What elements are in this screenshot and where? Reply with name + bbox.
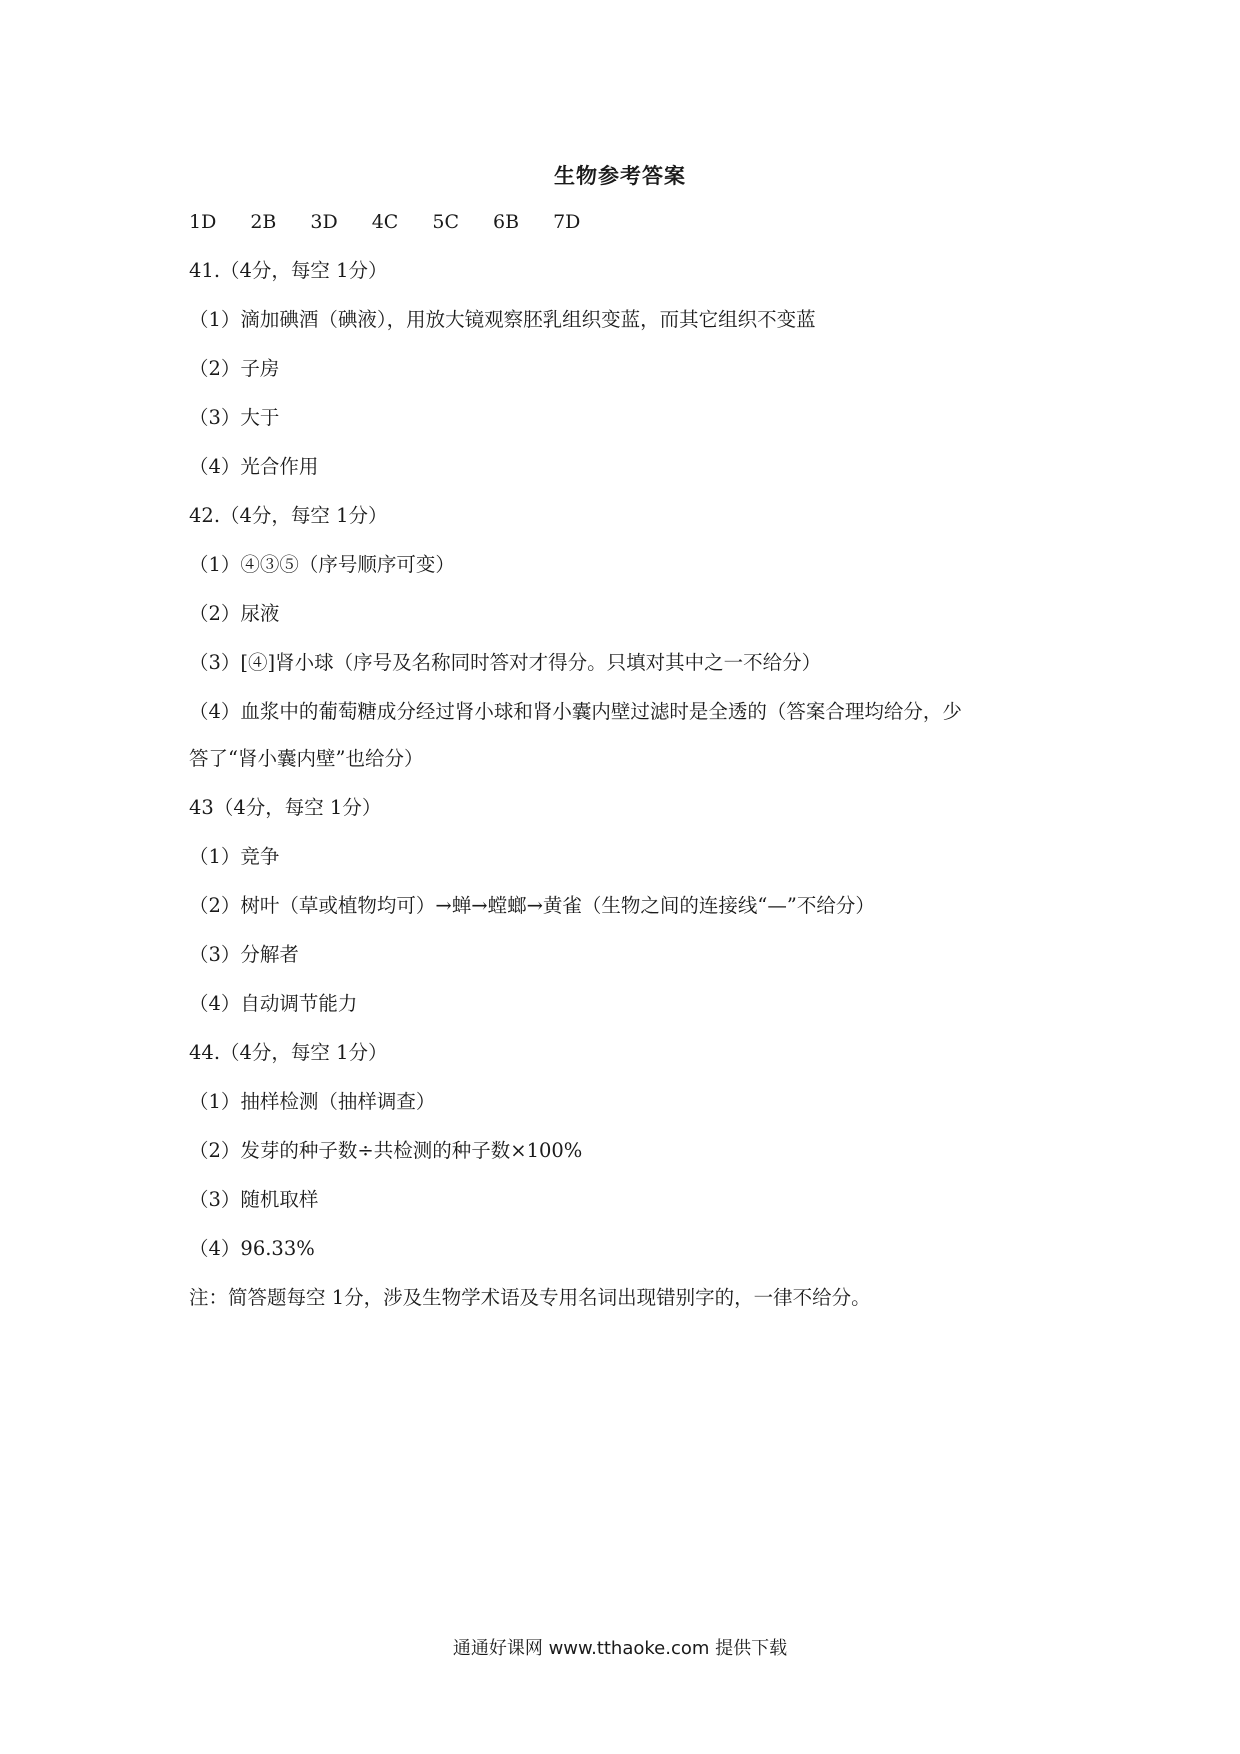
q41-answer-4: （4）光合作用 <box>189 455 319 478</box>
q42-answer-4-line-1: （4）血浆中的葡萄糖成分经过肾小球和肾小囊内壁过滤时是全透的（答案合理均给分，少 <box>189 700 962 723</box>
page-title: 生物参考答案 <box>554 164 686 188</box>
mc-answer: 2B <box>250 211 277 233</box>
q41-answer-1: （1）滴加碘酒（碘液），用放大镜观察胚乳组织变蓝，而其它组织不变蓝 <box>189 308 816 331</box>
mc-answer: 5C <box>432 211 459 233</box>
q41-answer-2: （2）子房 <box>189 357 280 380</box>
q42-answer-1: （1）④③⑤（序号顺序可变） <box>189 553 455 576</box>
q44-answer-4: （4）96.33% <box>189 1237 315 1260</box>
q43-answer-3: （3）分解者 <box>189 943 299 966</box>
q42-answer-4-line-2: 答了“肾小囊内壁”也给分） <box>189 747 424 770</box>
mc-answer: 7D <box>553 211 581 233</box>
mc-answer: 1D <box>189 211 217 233</box>
q43-header: 43（4分，每空 1分） <box>189 796 382 819</box>
q43-answer-2: （2）树叶（草或植物均可）→蝉→螳螂→黄雀（生物之间的连接线“—”不给分） <box>189 894 875 917</box>
q44-header: 44.（4分，每空 1分） <box>189 1041 388 1064</box>
q43-answer-4: （4）自动调节能力 <box>189 992 358 1015</box>
page-footer: 通通好课网 www.tthaoke.com 提供下载 <box>452 1638 788 1659</box>
multiple-choice-answers <box>189 210 1069 234</box>
q44-answer-2: （2）发芽的种子数÷共检测的种子数×100% <box>189 1139 583 1162</box>
answer-content <box>189 210 1069 1335</box>
q42-answer-3: （3）[④]肾小球（序号及名称同时答对才得分。只填对其中之一不给分） <box>189 651 822 674</box>
q41-header: 41.（4分，每空 1分） <box>189 259 388 282</box>
q43-answer-1: （1）竞争 <box>189 845 280 868</box>
q42-header: 42.（4分，每空 1分） <box>189 504 388 527</box>
q44-answer-3: （3）随机取样 <box>189 1188 319 1211</box>
q42-answer-2: （2）尿液 <box>189 602 280 625</box>
mc-answer: 4C <box>371 211 399 233</box>
q44-answer-1: （1）抽样检测（抽样调查） <box>189 1090 436 1113</box>
mc-answer: 3D <box>310 211 338 233</box>
grading-note: 注：简答题每空 1分，涉及生物学术语及专用名词出现错别字的，一律不给分。 <box>189 1286 871 1309</box>
mc-answer: 6B <box>493 211 520 233</box>
q41-answer-3: （3）大于 <box>189 406 280 429</box>
